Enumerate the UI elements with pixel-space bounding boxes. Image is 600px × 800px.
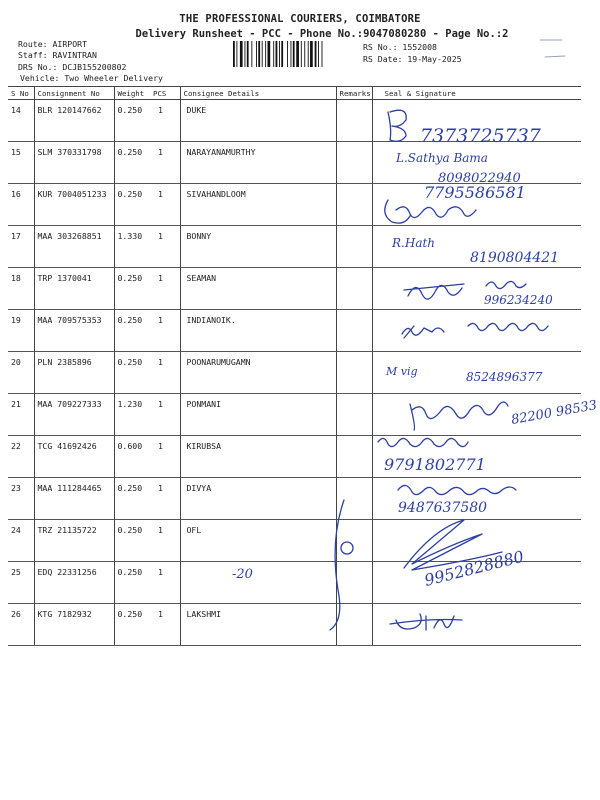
table-row <box>8 352 581 394</box>
cell-pcs: 1 <box>150 394 180 436</box>
col-remarks: Remarks <box>336 87 372 100</box>
drs-number: DRS No.: DCJB155200802 <box>18 62 127 72</box>
barcode <box>232 41 358 67</box>
cell-consignment: EDQ 22331256 <box>34 562 114 604</box>
table-row <box>8 478 581 520</box>
cell-consignee: DIVYA <box>180 478 336 520</box>
cell-seal <box>372 310 581 352</box>
cell-consignment: BLR 120147662 <box>34 100 114 142</box>
col-pcs: PCS <box>150 87 180 100</box>
cell-consignee: NARAYANAMURTHY <box>180 142 336 184</box>
handwritten-name-r17: R.Hath <box>392 236 436 250</box>
cell-weight: 1.230 <box>114 394 150 436</box>
cell-remarks <box>336 100 372 142</box>
table-row <box>8 394 581 436</box>
cell-weight: 0.250 <box>114 520 150 562</box>
cell-pcs: 1 <box>150 142 180 184</box>
cell-weight: 0.250 <box>114 604 150 646</box>
handwritten-phone-r21: 82200 98533 <box>510 398 599 428</box>
table-row <box>8 436 581 478</box>
col-consignee: Consignee Details <box>180 87 336 100</box>
cell-sno: 14 <box>8 100 34 142</box>
cell-sno: 15 <box>8 142 34 184</box>
cell-sno: 24 <box>8 520 34 562</box>
cell-pcs: 1 <box>150 520 180 562</box>
cell-sno: 20 <box>8 352 34 394</box>
cell-consignment: TRP 1370041 <box>34 268 114 310</box>
handwritten-phone-r16: 7795586581 <box>424 183 526 202</box>
cell-seal <box>372 268 581 310</box>
cell-sno: 23 <box>8 478 34 520</box>
cell-consignee: POONARUMUGAMN <box>180 352 336 394</box>
cell-seal <box>372 394 581 436</box>
cell-weight: 0.250 <box>114 310 150 352</box>
cell-pcs: 1 <box>150 436 180 478</box>
cell-remarks <box>336 142 372 184</box>
cell-seal <box>372 562 581 604</box>
rs-date: RS Date: 19-May-2025 <box>363 54 462 64</box>
cell-remarks <box>336 394 372 436</box>
cell-seal <box>372 352 581 394</box>
cell-remarks <box>336 520 372 562</box>
cell-seal <box>372 184 581 226</box>
cell-pcs: 1 <box>150 100 180 142</box>
handwritten-phone-r14: 7373725737 <box>420 125 541 147</box>
cell-remarks <box>336 268 372 310</box>
cell-consignee: PONMANI <box>180 394 336 436</box>
cell-sno: 16 <box>8 184 34 226</box>
table-row <box>8 604 581 646</box>
handwritten-phone-r17: 8190804421 <box>470 250 560 266</box>
cell-seal <box>372 142 581 184</box>
cell-weight: 0.250 <box>114 142 150 184</box>
table-row <box>8 142 581 184</box>
handwritten-name-r15: L.Sathya Bama <box>396 151 488 165</box>
cell-seal <box>372 436 581 478</box>
cell-weight: 0.250 <box>114 352 150 394</box>
cell-seal <box>372 478 581 520</box>
cell-remarks <box>336 604 372 646</box>
cell-consignee: OFL <box>180 520 336 562</box>
cell-consignee: INDIANOIK. <box>180 310 336 352</box>
cell-weight: 0.250 <box>114 184 150 226</box>
table-row <box>8 520 581 562</box>
handwritten-phone-r20: 8524896377 <box>466 370 543 384</box>
cell-pcs: 1 <box>150 562 180 604</box>
cell-pcs: 1 <box>150 268 180 310</box>
col-sno: S No <box>8 87 34 100</box>
table-row <box>8 184 581 226</box>
cell-sno: 21 <box>8 394 34 436</box>
cell-remarks <box>336 310 372 352</box>
cell-pcs: 1 <box>150 352 180 394</box>
cell-sno: 26 <box>8 604 34 646</box>
table-row <box>8 310 581 352</box>
cell-consignee: SIVAHANDLOOM <box>180 184 336 226</box>
cell-consignment: PLN 2385896 <box>34 352 114 394</box>
table-row <box>8 100 581 142</box>
runsheet-title: Delivery Runsheet - PCC - Phone No.:9047080280 - Page No.:2 <box>135 28 509 40</box>
col-seal: Seal & Signature <box>372 87 581 100</box>
cell-pcs: 1 <box>150 604 180 646</box>
cell-sno: 25 <box>8 562 34 604</box>
cell-consignment: KUR 7004051233 <box>34 184 114 226</box>
cell-weight: 0.250 <box>114 562 150 604</box>
cell-consignment: MAA 709227333 <box>34 394 114 436</box>
runsheet-table <box>8 86 581 646</box>
cell-pcs: 1 <box>150 226 180 268</box>
cell-consignment: MAA 111284465 <box>34 478 114 520</box>
cell-pcs: 1 <box>150 184 180 226</box>
route-label: Route: AIRPORT <box>18 39 88 49</box>
table-row <box>8 226 581 268</box>
cell-remarks <box>336 226 372 268</box>
handwritten-phone-r23: 9487637580 <box>398 500 488 516</box>
cell-seal <box>372 520 581 562</box>
table-row <box>8 562 581 604</box>
cell-remarks <box>336 478 372 520</box>
cell-consignment: TRZ 21135722 <box>34 520 114 562</box>
cell-weight: 0.250 <box>114 478 150 520</box>
cell-seal <box>372 604 581 646</box>
cell-pcs: 1 <box>150 310 180 352</box>
cell-consignment: MAA 303268851 <box>34 226 114 268</box>
cell-sno: 19 <box>8 310 34 352</box>
cell-consignee: KIRUBSA <box>180 436 336 478</box>
handwritten-mark-r25: -20 <box>232 567 253 582</box>
col-weight: Weight <box>114 87 150 100</box>
cell-pcs: 1 <box>150 478 180 520</box>
cell-consignment: MAA 709575353 <box>34 310 114 352</box>
pencil-mark <box>540 40 565 57</box>
company-name: THE PROFESSIONAL COURIERS, COIMBATORE <box>179 13 421 25</box>
handwritten-phone-r18: 996234240 <box>484 293 553 307</box>
col-consignment: Consignment No <box>34 87 114 100</box>
cell-seal <box>372 226 581 268</box>
cell-weight: 0.250 <box>114 268 150 310</box>
cell-consignee: SEAMAN <box>180 268 336 310</box>
cell-consignee: LAKSHMI <box>180 604 336 646</box>
handwritten-phone-r22: 9791802771 <box>384 455 486 474</box>
rs-info <box>363 41 462 65</box>
table-header <box>8 87 581 100</box>
cell-sno: 18 <box>8 268 34 310</box>
cell-remarks <box>336 352 372 394</box>
cell-remarks <box>336 184 372 226</box>
cell-consignment: SLM 370331798 <box>34 142 114 184</box>
cell-weight: 1.330 <box>114 226 150 268</box>
cell-sno: 17 <box>8 226 34 268</box>
cell-seal <box>372 100 581 142</box>
vehicle-label: Vehicle: Two Wheeler Delivery <box>20 73 163 83</box>
cell-consignee: DUKE <box>180 100 336 142</box>
handwritten-phone-r25: 9952828880 <box>422 546 526 590</box>
cell-consignment: TCG 41692426 <box>34 436 114 478</box>
cell-sno: 22 <box>8 436 34 478</box>
cell-consignee: BONNY <box>180 226 336 268</box>
cell-remarks <box>336 436 372 478</box>
cell-remarks <box>336 562 372 604</box>
cell-consignment: KTG 7182932 <box>34 604 114 646</box>
handwritten-phone-r15: 8098022940 <box>438 171 521 186</box>
cell-weight: 0.250 <box>114 100 150 142</box>
staff-label: Staff: RAVINTRAN <box>18 50 97 60</box>
table-row <box>8 268 581 310</box>
cell-consignee <box>180 562 336 604</box>
cell-weight: 0.600 <box>114 436 150 478</box>
handwritten-name-r20: M vig <box>386 365 418 378</box>
rs-number: RS No.: 1552008 <box>363 42 437 52</box>
